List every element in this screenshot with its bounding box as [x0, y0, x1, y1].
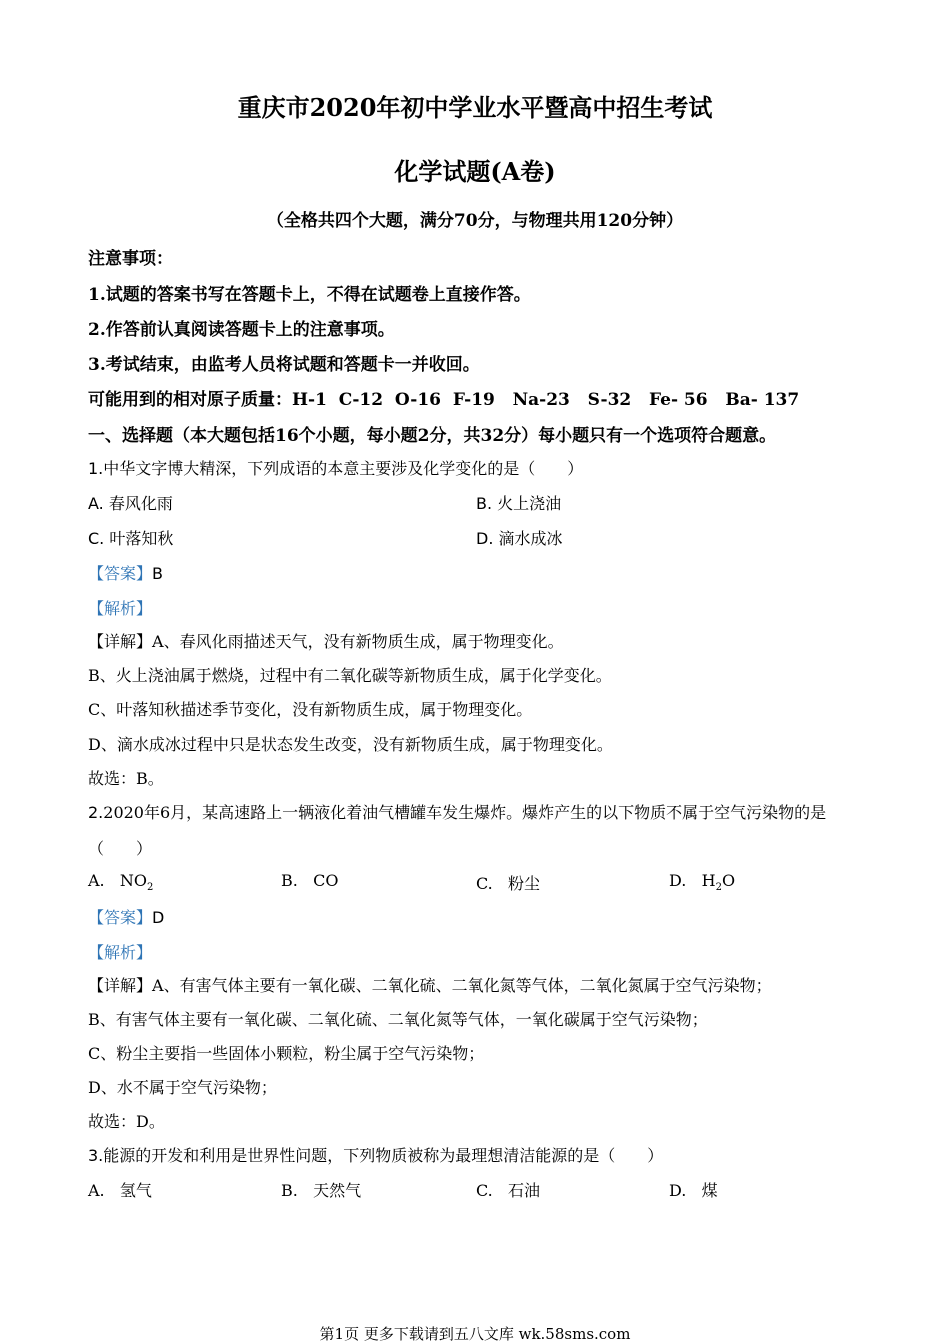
section-heading: 一、选择题（本大题包括16个小题，每小题2分，共32分）每小题只有一个选项符合题意。 — [88, 426, 777, 446]
question-text: 中华文字博大精深，下列成语的本意主要涉及化学变化的是（ ） — [103, 459, 584, 478]
detail-label: 【详解】 — [88, 632, 153, 651]
exam-subtitle: 化学试题(A卷) — [394, 157, 556, 186]
exam-title: 重庆市2020年初中学业水平暨高中招生考试 — [237, 93, 713, 122]
q1-option-b — [476, 491, 561, 514]
q2-detail: B、有害气体主要有一氧化碳、二氧化硫、二氧化氮等气体，一氧化碳属于空气污染物； — [88, 1010, 708, 1029]
option-label: C. — [88, 529, 105, 548]
exam-note: （全格共四个大题，满分70分，与物理共用120分钟） — [266, 211, 684, 231]
option-text: $NO_2$ — [119, 871, 154, 894]
q2-analysis-label: 【解析】 — [88, 943, 153, 962]
q2-answer — [88, 905, 164, 928]
option-text: 天然气 — [313, 1181, 362, 1200]
notice-item: 2.作答前认真阅读答题卡上的注意事项。 — [88, 320, 395, 340]
question-2-stem — [88, 800, 826, 823]
q1-analysis-label: 【解析】 — [88, 599, 153, 618]
option-label: D. — [669, 1181, 687, 1200]
question-2-stem-cont: （ ） — [88, 839, 153, 858]
q1-option-d — [476, 526, 563, 549]
option-text: 叶落知秋 — [109, 529, 174, 548]
page-footer: 第1页 更多下载请到五八文库 wk.58sms.com — [319, 1325, 631, 1343]
q1-option-c — [88, 526, 173, 549]
detail-label: 【详解】 — [88, 976, 153, 995]
detail-text: A、有害气体主要有一氧化碳、二氧化硫、二氧化氮等气体，二氧化氮属于空气污染物； — [152, 976, 772, 995]
option-label: C. — [476, 1181, 493, 1200]
option-label: D. — [476, 529, 494, 548]
option-text: 火上浇油 — [497, 494, 562, 513]
q2-detail — [88, 973, 772, 996]
notices-heading: 注意事项： — [88, 249, 173, 269]
notice-item: 3.考试结束，由监考人员将试题和答题卡一并收回。 — [88, 355, 480, 375]
q2-detail: C、粉尘主要指一些固体小颗粒，粉尘属于空气污染物； — [88, 1044, 485, 1063]
option-text: 粉尘 — [508, 874, 541, 893]
question-3-stem — [88, 1143, 663, 1166]
answer-value: B — [152, 564, 163, 583]
q1-detail: B、火上浇油属于燃烧，过程中有二氧化碳等新物质生成，属于化学变化。 — [88, 666, 612, 685]
option-label: B. — [476, 494, 493, 513]
option-label: D. — [669, 871, 687, 890]
option-text: 氢气 — [119, 1181, 152, 1200]
q1-detail — [88, 629, 564, 652]
option-label: B. — [281, 1181, 298, 1200]
q2-option-a — [88, 871, 154, 894]
option-text: 石油 — [508, 1181, 541, 1200]
question-text: 2020年6月，某高速路上一辆液化着油气槽罐车发生爆炸。爆炸产生的以下物质不属于空气污染物的是 — [103, 803, 827, 822]
option-text: 煤 — [701, 1181, 718, 1200]
q2-detail: D、水不属于空气污染物； — [88, 1078, 277, 1097]
q2-option-d — [669, 871, 736, 894]
q3-option-a — [88, 1178, 152, 1201]
q1-answer — [88, 561, 163, 584]
question-number: 1. — [88, 459, 104, 478]
option-label: A. — [88, 871, 105, 890]
q3-option-d — [669, 1178, 718, 1201]
detail-text: A、春风化雨描述天气，没有新物质生成，属于物理变化。 — [152, 632, 564, 651]
question-text: 能源的开发和利用是世界性问题，下列物质被称为最理想清洁能源的是（ ） — [103, 1146, 664, 1165]
q2-option-c — [476, 871, 540, 894]
notice-item: 1.试题的答案书写在答题卡上，不得在试题卷上直接作答。 — [88, 285, 531, 305]
option-label: B. — [281, 871, 298, 890]
option-text: $H_2O$ — [701, 871, 736, 894]
q1-detail: D、滴水成冰过程中只是状态发生改变，没有新物质生成，属于物理变化。 — [88, 735, 613, 754]
option-label: C. — [476, 874, 493, 893]
q1-detail: C、叶落知秋描述季节变化，没有新物质生成，属于物理变化。 — [88, 700, 533, 719]
option-text: 春风化雨 — [108, 494, 173, 513]
q3-option-c — [476, 1178, 540, 1201]
option-text: CO — [313, 871, 339, 890]
option-text: 滴水成冰 — [498, 529, 563, 548]
q3-option-b — [281, 1178, 361, 1201]
question-number: 2. — [88, 803, 104, 822]
question-number: 3. — [88, 1146, 104, 1165]
q2-option-b — [281, 871, 338, 890]
q1-option-a — [88, 491, 173, 514]
answer-value: D — [152, 908, 165, 927]
question-1-stem — [88, 456, 583, 479]
answer-label: 【答案】 — [88, 564, 153, 583]
answer-label: 【答案】 — [88, 908, 153, 927]
q1-conclusion: 故选：B。 — [88, 769, 164, 788]
q2-conclusion: 故选：D。 — [88, 1112, 165, 1131]
option-label: A. — [88, 494, 104, 513]
option-label: A. — [88, 1181, 105, 1200]
atomic-mass-line: 可能用到的相对原子质量：H-1 C-12 O-16 F-19 Na-23 S-32 Fe- 56 Ba- 137 — [88, 390, 800, 410]
